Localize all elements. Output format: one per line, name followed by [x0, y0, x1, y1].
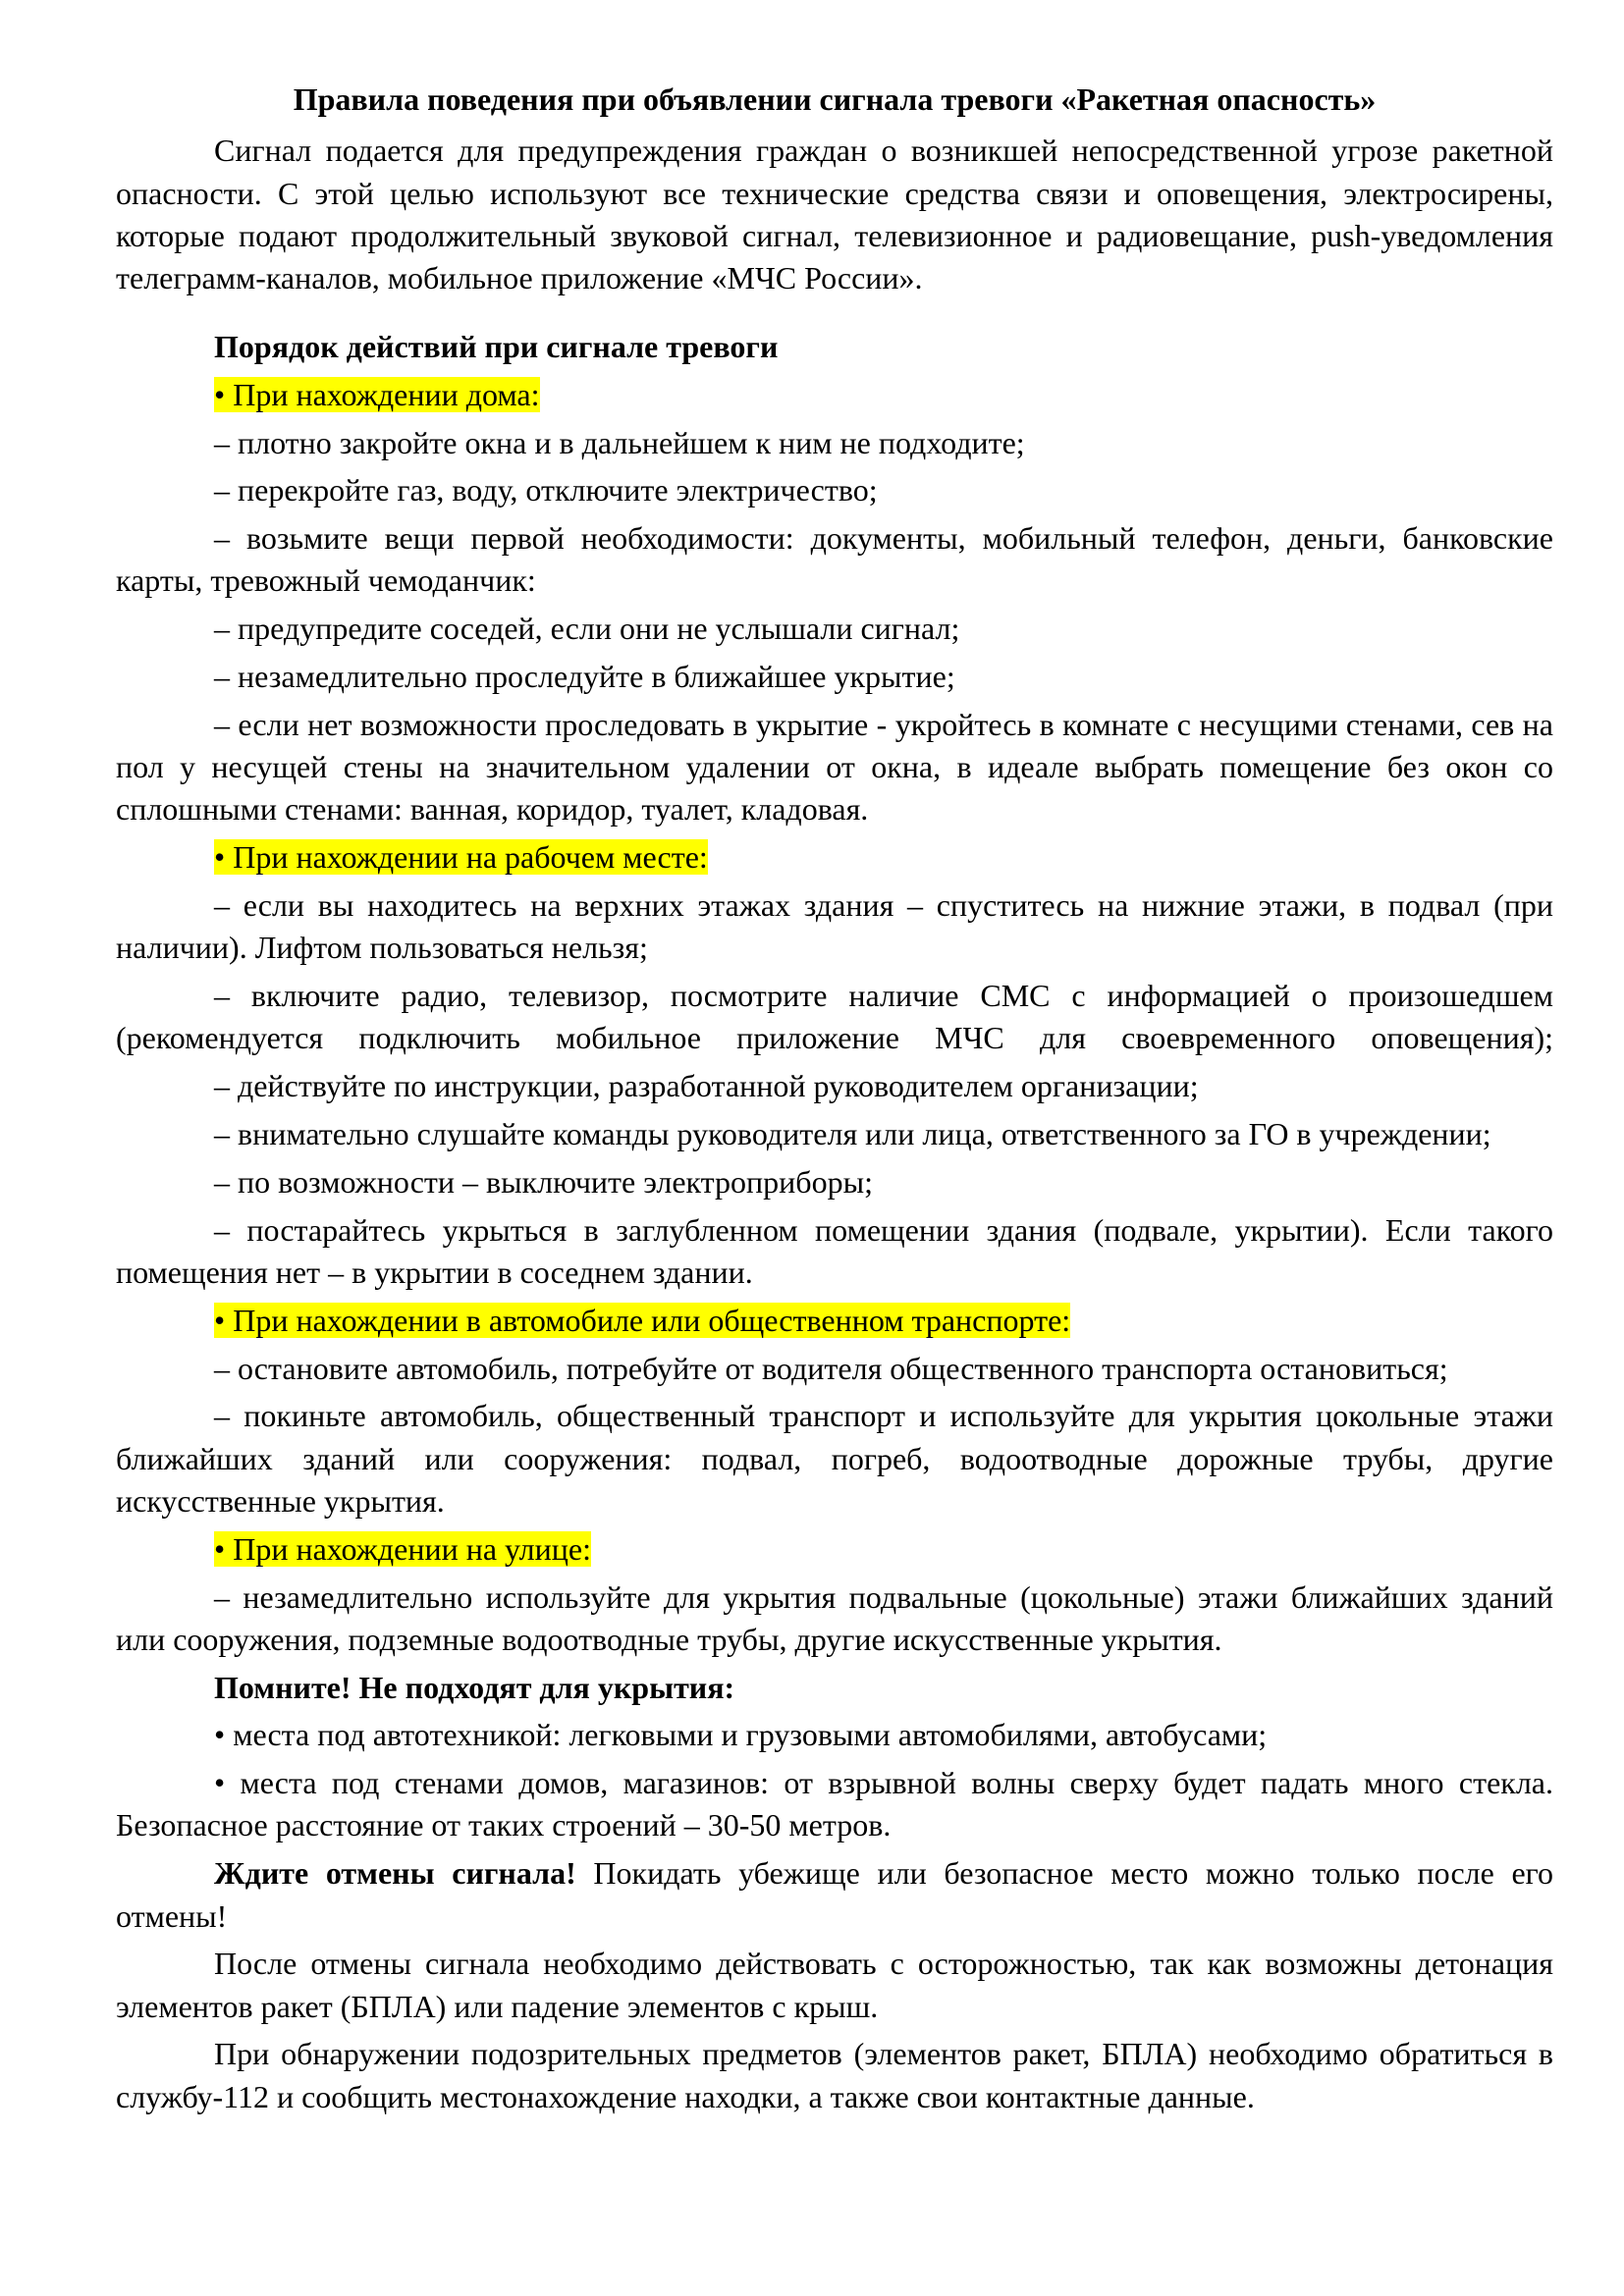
- procedure-heading: Порядок действий при сигнале тревоги: [214, 328, 779, 364]
- work-item: – по возможности – выключите электроприборы;: [214, 1163, 873, 1200]
- home-item: – возьмите вещи первой необходимости: документы, мобильный телефон, деньги, банковские карты, тревожный чемоданчик:: [116, 520, 1553, 599]
- transport-item: – покиньте автомобиль, общественный транспорт и используйте для укрытия цокольные этажи ближайших зданий или сооружения: подвал, погреб, водоотводные дорожные трубы, другие искусственные укрытия.: [116, 1398, 1553, 1519]
- work-heading: [116, 836, 1553, 879]
- work-heading-highlight: • При нахождении на рабочем месте:: [214, 839, 708, 876]
- wait-text: Покидать убежище или безопасное место можно только после его отмены!: [116, 1855, 1554, 1934]
- document-title: Правила поведения при объявлении сигнала тревоги «Ракетная опасность»: [293, 81, 1377, 117]
- home-item: – незамедлительно проследуйте в ближайшее укрытие;: [214, 659, 955, 695]
- section-gap: [116, 305, 1553, 326]
- street-item: – незамедлительно используйте для укрытия подвальные (цокольные) этажи ближайших зданий или сооружения, подземные водоотводные трубы, другие искусственные укрытия.: [116, 1578, 1553, 1657]
- street-heading-highlight: • При нахождении на улице:: [214, 1530, 591, 1567]
- home-item: – предупредите соседей, если они не услышали сигнал;: [214, 611, 960, 647]
- remember-item: • места под автотехникой: легковыми и грузовыми автомобилями, автобусами;: [214, 1717, 1268, 1753]
- intro-paragraph: Сигнал подается для предупреждения граждан о возникшей непосредственной угрозе ракетной опасности. С этой целью используют все технические средства связи и оповещения, электросирены, которые подают продолжительный звуковой сигнал, телевизионное и радиовещание, push-уведомления телеграмм-каналов, мобильное приложение «МЧС России».: [116, 133, 1553, 296]
- home-item: – перекройте газ, воду, отключите электричество;: [214, 472, 878, 508]
- work-item: – действуйте по инструкции, разработанной руководителем организации;: [214, 1068, 1199, 1104]
- home-item: – если нет возможности проследовать в укрытие - укройтесь в комнате с несущими стенами, сев на пол у несущей стены на значительном удалении от окна, в идеале выбрать помещение без окон со сплошными стенами: ванная, коридор, туалет, кладовая.: [116, 706, 1553, 828]
- home-item: – плотно закройте окна и в дальнейшем к ним не подходите;: [214, 424, 1025, 460]
- document-page: [116, 79, 1553, 2124]
- suspicious-items-paragraph: При обнаружении подозрительных предметов (элементов ракет, БПЛА) необходимо обратиться в службу-112 и сообщить местонахождение находки, а также свои контактные данные.: [116, 2036, 1553, 2114]
- wait-paragraph: [116, 1852, 1553, 1938]
- remember-item: • места под стенами домов, магазинов: от взрывной волны сверху будет падать много стекла. Безопасное расстояние от таких строений – 30-50 метров.: [116, 1765, 1553, 1843]
- home-heading: [116, 374, 1553, 416]
- wait-emphasis: Ждите отмены сигнала!: [214, 1855, 576, 1892]
- work-item: – внимательно слушайте команды руководителя или лица, ответственного за ГО в учреждении;: [214, 1116, 1491, 1152]
- work-item: – если вы находитесь на верхних этажах здания – спуститесь на нижние этажи, в подвал (при наличии). Лифтом пользоваться нельзя;: [116, 887, 1553, 966]
- street-heading: [116, 1528, 1553, 1571]
- transport-heading: [116, 1300, 1553, 1342]
- work-item: – постарайтесь укрыться в заглубленном помещении здания (подвале, укрытии). Если такого помещения нет – в укрытии в соседнем здании.: [116, 1211, 1553, 1290]
- remember-heading: Помните! Не подходят для укрытия:: [214, 1669, 735, 1705]
- work-item: – включите радио, телевизор, посмотрите наличие СМС с информацией о произошедшем (рекомендуется подключить мобильное приложение МЧС для своевременного оповещения);: [116, 978, 1553, 1056]
- transport-heading-highlight: • При нахождении в автомобиле или общественном транспорте:: [214, 1302, 1071, 1338]
- home-heading-highlight: • При нахождении дома:: [214, 376, 540, 412]
- transport-item: – остановите автомобиль, потребуйте от водителя общественного транспорта остановиться;: [214, 1350, 1448, 1386]
- after-cancel-paragraph: После отмены сигнала необходимо действовать с осторожностью, так как возможны детонация элементов ракет (БПЛА) или падение элементов с крыш.: [116, 1946, 1553, 2024]
